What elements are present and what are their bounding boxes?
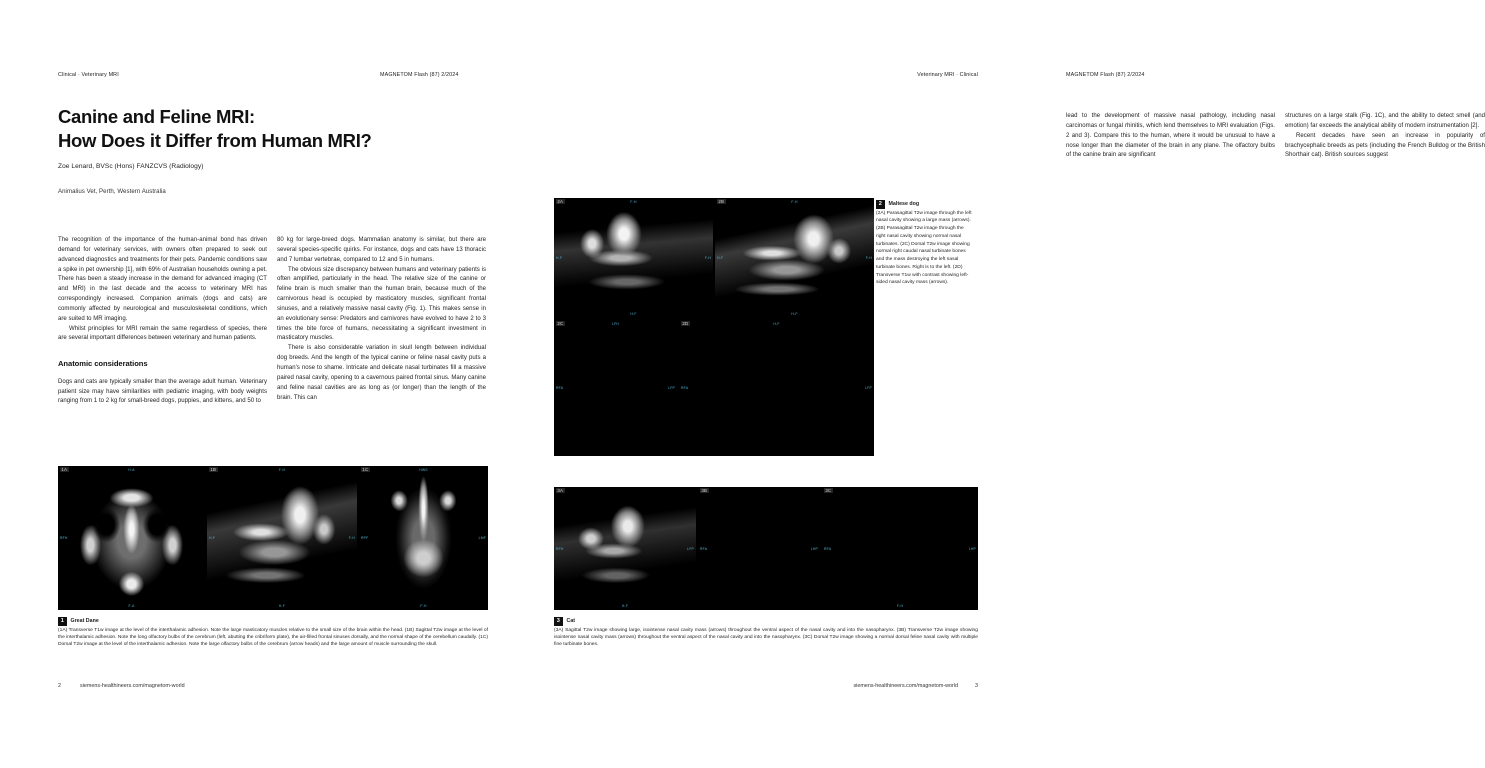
orientation-marker-top: LFH <box>611 322 620 326</box>
running-head-section-right: Veterinary MRI · Clinical <box>917 72 978 78</box>
orientation-marker-right: LFP <box>865 386 872 390</box>
figure-title: Maltese dog <box>888 201 920 207</box>
mri-image-dorsal-nasal-mass <box>554 320 677 456</box>
figure-2-panel-a <box>554 198 713 318</box>
running-head-publication-left: MAGNETOM Flash (87) 2/2024 <box>380 72 459 78</box>
title-line-1: Canine and Feline MRI: <box>58 106 255 127</box>
figure-title: Cat <box>566 618 576 624</box>
orientation-marker-right: LHP <box>810 546 818 551</box>
figure-2-panel-b <box>715 198 874 318</box>
right-column-1 <box>1066 112 1275 161</box>
figure-title: Great Dane <box>70 618 99 624</box>
figure-3-panel-b <box>698 487 820 610</box>
mri-image-dorsal-cat <box>822 487 978 610</box>
right-page <box>512 0 1485 768</box>
orientation-marker-right: F-H <box>704 256 711 260</box>
orientation-marker-right: LFP <box>668 386 675 390</box>
paragraph: structures on a large stalk (Fig. 1C), and the ability to detect smell (and emotion) far exceeds the analytical ability of modern instrumentation [2]. <box>1285 113 1485 129</box>
orientation-marker-bottom: H-F <box>791 312 798 316</box>
right-column-2 <box>1285 112 1485 161</box>
panel-label: 3A <box>557 488 564 493</box>
paragraph: Whilst principles for MRI remain the same regardless of species, there are several important differences between veterinary and human patients. <box>58 325 267 342</box>
section-heading-anatomic: Anatomic considerations <box>58 359 148 369</box>
panel-label: 3C <box>825 488 832 493</box>
orientation-marker-left: RFA <box>700 546 708 551</box>
mri-image-dorsal-dog <box>359 466 488 610</box>
figure-number-badge: 2 <box>876 200 885 209</box>
orientation-marker-left: RFA <box>556 386 564 390</box>
orientation-marker-top: F-H <box>791 200 798 204</box>
orientation-marker-top: H-F <box>773 322 780 326</box>
orientation-marker-bottom: H-F <box>278 604 286 608</box>
orientation-marker-left: H-F <box>556 256 563 260</box>
paragraph: The obvious size discrepancy between humans and veterinary patients is often amplified, particularly in the head. The relative size of the canine or feline brain is much smaller than the human brain, because much of the carnivorous head is occupied by masticatory muscles, significant frontal sinuses, and a relatively massive nasal cavity (Fig. 1). This makes sense in an evolutionary sense: Predators and carnivores have evolved to have 2 to 3 times the bite force of humans, necessitating a significant investment in masticatory muscles. <box>277 266 486 342</box>
left-column-2 <box>277 236 486 403</box>
figure-2-image-plate <box>554 198 874 456</box>
mri-image-sagittal-dog <box>207 466 357 610</box>
mri-image-transverse-contrast <box>679 320 874 456</box>
orientation-marker-right: LHP <box>968 546 976 551</box>
panel-label: 1B <box>210 467 217 472</box>
left-page <box>0 0 512 768</box>
orientation-marker-right: LMF <box>478 536 486 540</box>
footer-url-left: siemens-healthineers.com/magnetom-world <box>80 683 185 689</box>
orientation-marker-right: F-H <box>865 256 872 260</box>
figure-1-panel-c <box>359 466 488 610</box>
orientation-marker-bottom: F-A <box>128 604 135 608</box>
figure-1-caption <box>58 617 488 649</box>
panel-label: 2A <box>557 199 564 204</box>
figure-3-panel-c <box>822 487 978 610</box>
figure-caption-text: (1A) Transverse T1w image at the level of the interthalamic adhesion. Note the large masticatory muscles relative to the small size of the brain within the head. (1B) Sagittal T2w image at the level of the interthalamic adhesion. Note the long olfactory bulbs of the cerebrum (left, abutting the cribriform plate), the air-filled frontal sinuses dorsally, and the normal shape of the cerebellum caudally. (1C) Dorsal T2w image at the level of the interthalamic adhesion. Note the large olfactory bulbs of the cerebrum (arrow heads) and the large amount of muscle surrounding the skull. <box>58 627 488 648</box>
orientation-marker-top: F-H <box>278 468 286 472</box>
mri-image-parasagittal-right-nasal <box>715 198 874 318</box>
paragraph: Dogs and cats are typically smaller than the average adult human. Veterinary patient size may have similarities with pediatric imaging, with body weights ranging from 1 to 2 kg for small-breed dogs, puppies, and kittens, and 50 to <box>58 378 267 405</box>
figure-number-badge: 1 <box>58 617 67 626</box>
panel-label: 2C <box>557 321 564 326</box>
figure-1-panel-a <box>58 466 205 610</box>
orientation-marker-left: H-F <box>717 256 724 260</box>
orientation-marker-top: F-H <box>630 200 637 204</box>
paragraph: There is also considerable variation in skull length between individual dog breeds. And the length of the typical canine or feline nasal cavity puts a human's nose to shame. Intricate and delicate nasal turbinates fill a massive paired nasal cavity, opening to a cavernous paired frontal sinus. Many canine and feline nasal cavities are as long as (or longer) than the length of the brain. This can <box>277 345 486 401</box>
figure-caption-text: (3A) Sagittal T2w image showing large, isointense nasal cavity mass (arrows) throughout the ventral aspect of the nasal cavity and into the nasopharynx. (3B) Transverse T2w image showing isointense nasal cavity mass (arrows) throughout the ventral aspect of the nasal cavity and into the nasopharynx. (3C) Dorsal T2w image showing a normal dorsal feline nasal cavity with multiple fine turbinate bones. <box>554 627 978 648</box>
page-number-right: 3 <box>975 683 978 689</box>
running-head-publication-right: MAGNETOM Flash (87) 2/2024 <box>1066 72 1145 78</box>
page-title <box>58 105 488 152</box>
figure-3-image-plate <box>554 487 978 610</box>
mri-image-axial-dog <box>58 466 205 610</box>
orientation-marker-bottom: F-H <box>420 604 427 608</box>
panel-label: 2B <box>718 199 725 204</box>
orientation-marker-left: RFH <box>60 536 68 540</box>
mri-image-transverse-cat <box>698 487 820 610</box>
figure-3-panel-a <box>554 487 696 610</box>
figure-number-badge: 3 <box>554 617 563 626</box>
figure-2-caption <box>876 200 974 287</box>
orientation-marker-right: F-H <box>348 536 355 540</box>
orientation-marker-bottom: F-H <box>896 604 904 608</box>
figure-2-panel-c <box>554 320 677 456</box>
page-number-left: 2 <box>58 683 61 689</box>
running-head-section-left: Clinical · Veterinary MRI <box>58 72 119 78</box>
author-affiliation: Animalius Vet, Perth, Western Australia <box>58 188 166 195</box>
mri-image-sagittal-cat <box>554 487 696 610</box>
paragraph: The recognition of the importance of the human-animal bond has driven demand for veterinary services, with owners often prepared to seek out advanced diagnostics and treatments for their pets. Pandemic conditions saw a spike in pet ownership [1], with 69% of Australian households owning a pet. There has been a steady increase in the demand for advanced imaging (CT and MRI) in the last decade and the access to veterinary MRI has correspondingly increased. Companion animals (dogs and cats) are commonly affected by neurological and musculoskeletal conditions, which are suited to MR imaging. <box>58 237 267 322</box>
orientation-marker-left: RPF <box>361 536 369 540</box>
panel-label: 1A <box>61 467 68 472</box>
paragraph: lead to the development of massive nasal pathology, including nasal carcinomas or fungal rhinitis, which lend themselves to MRI evaluation (Figs. 2 and 3). Compare this to the human, where it would be unusual to have a nose longer than the diameter of the brain in any plane. The olfactory bulbs of the canine brain are significant <box>1066 113 1275 159</box>
orientation-marker-bottom: H-F <box>621 604 629 608</box>
panel-label: 2D <box>682 321 689 326</box>
author-byline: Zoe Lenard, BVSc (Hons) FANZCVS (Radiology) <box>58 163 204 170</box>
footer-url-right: siemens-healthineers.com/magnetom-world <box>853 683 958 689</box>
panel-label: 3B <box>701 488 708 493</box>
figure-1-panel-b <box>207 466 357 610</box>
figure-1-image-plate <box>58 466 488 610</box>
left-column-1 <box>58 236 267 407</box>
orientation-marker-left: H-F <box>209 536 216 540</box>
orientation-marker-bottom: H-F <box>630 312 637 316</box>
figure-2-panel-d <box>679 320 874 456</box>
paragraph: 80 kg for large-breed dogs. Mammalian anatomy is similar, but there are several species-specific quirks. For instance, dogs and cats have 13 thoracic and 7 lumbar vertebrae, compared to 12 and 5 in humans. <box>277 237 486 263</box>
orientation-marker-top: H-A <box>128 468 135 472</box>
figure-3-caption <box>554 617 978 649</box>
figure-caption-text: (2A) Parasagittal T2w image through the left nasal cavity showing a large mass (arrows). (2B) Parasagittal T2w image through the right nasal cavity showing normal nasal turbinates. (2C) Dorsal T2w image showing normal right caudal nasal turbinate bones and the mass destroying the left nasal turbinate bones. Right is to the left. (2D) Transverse T1w with contrast showing left-sided nasal cavity mass (arrows). <box>876 210 972 286</box>
title-line-2: How Does it Differ from Human MRI? <box>58 129 372 151</box>
orientation-marker-top: HWS <box>419 468 428 472</box>
orientation-marker-left: RFH <box>556 546 564 551</box>
orientation-marker-left: RFA <box>824 546 832 551</box>
paragraph: Recent decades have seen an increase in popularity of brachycephalic breeds as pets (including the French Bulldog or the British Shorthair cat). British sources suggest <box>1285 132 1485 159</box>
panel-label: 1C <box>362 467 369 472</box>
orientation-marker-right: LFP <box>687 546 694 551</box>
mri-image-parasagittal-left-nasal <box>554 198 713 318</box>
orientation-marker-left: RFA <box>681 386 689 390</box>
